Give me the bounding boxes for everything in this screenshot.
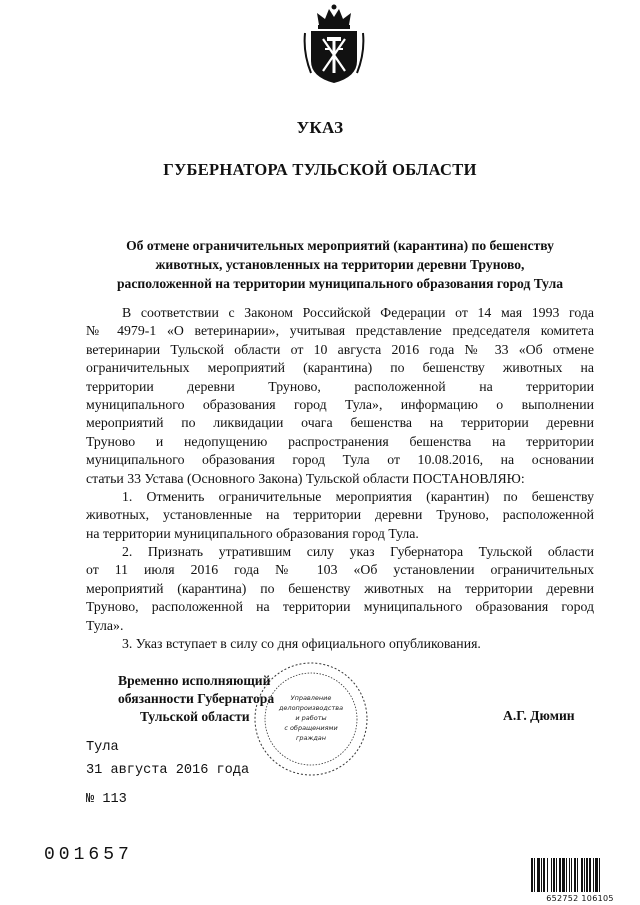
stamp-text: делопроизводства: [278, 704, 344, 712]
body-line: на территории муниципального образования город Тула.: [86, 525, 419, 541]
body-line: 1. Отменить ограничительные мероприятия (карантин) по бешенству: [122, 488, 594, 504]
body-line: Тула».: [86, 617, 124, 633]
body-line: статьи 33 Устава (Основного Закона) Тульской области ПОСТАНОВЛЯЮ:: [86, 470, 525, 486]
barcode-bar: [547, 858, 548, 892]
document-subject: [60, 236, 620, 293]
barcode-bar: [553, 858, 555, 892]
signatory-name: А.Г. Дюмин: [503, 708, 575, 723]
barcode-bar: [537, 858, 540, 892]
barcode-bar: [571, 858, 572, 892]
stamp-text: Управление: [290, 694, 332, 702]
barcode-bar: [584, 858, 585, 892]
subject-line: животных, установленных на территории деревни Труново,: [155, 257, 525, 272]
barcode-bar: [595, 858, 598, 892]
body-line: Труново и недопущению распространения бешенства на территории: [86, 433, 594, 449]
barcode-bar: [586, 858, 588, 892]
city-label: Тула: [86, 740, 119, 755]
barcode-bar: [599, 858, 600, 892]
body-line: мероприятий (карантина) по бешенству животных на территории деревни: [86, 580, 594, 596]
body-line: животных, установленные на территории деревни Труново, расположенной: [86, 507, 594, 523]
body-line: 3. Указ вступает в силу со дня официального опубликования.: [122, 636, 481, 652]
barcode-bar: [559, 858, 561, 892]
barcode-bar: [593, 858, 594, 892]
barcode-bar: [534, 858, 535, 892]
document-number: № 113: [86, 792, 127, 807]
stamp-text: с обращениями: [284, 724, 338, 732]
issuer-title: ГУБЕРНАТОРА ТУЛЬСКОЙ ОБЛАСТИ: [163, 160, 477, 179]
barcode-bar: [541, 858, 542, 892]
body-line: Труново, расположенной на территории муниципального образования город: [86, 599, 594, 615]
signatory-position-line: Временно исполняющий: [118, 673, 271, 688]
body-line: территории деревни Труново, расположенной на территории: [86, 378, 594, 394]
barcode: [531, 858, 629, 898]
barcode-bar: [556, 858, 557, 892]
date-label: 31 августа 2016 года: [86, 763, 250, 778]
signatory-position-line: обязанности Губернатора: [118, 691, 275, 706]
body-line: от 11 июля 2016 года № 103 «Об установлении ограничительных: [86, 562, 594, 578]
stamp-text: и работы: [295, 714, 327, 722]
barcode-bar: [581, 858, 583, 892]
body-line: В соответствии с Законом Российской Федерации от 14 мая 1993 года: [122, 305, 594, 320]
barcode-bar: [551, 858, 552, 892]
stamp-text: граждан: [295, 734, 327, 742]
subject-line: Об отмене ограничительных мероприятий (карантина) по бешенству: [126, 238, 554, 253]
body-line: мероприятий по ликвидации очага бешенства на территории деревни: [86, 415, 594, 431]
body-line: № 4979-1 «О ветеринарии», учитывая представление председателя комитета: [86, 323, 594, 339]
body-line: ограничительных мероприятий (карантина) по бешенству животных на: [86, 360, 594, 376]
body-line: муниципального образования город Тула от 10.08.2016, на основании: [86, 452, 594, 468]
body-line: муниципального образования город Тула», информацию о выполнении: [86, 396, 594, 412]
barcode-bar: [574, 858, 576, 892]
document-title: УКАЗ: [296, 118, 344, 137]
barcode-bar: [562, 858, 565, 892]
barcode-number: 652752 106105: [546, 894, 614, 903]
barcode-bar: [577, 858, 578, 892]
official-stamp: [252, 660, 370, 778]
barcode-bar: [543, 858, 545, 892]
document-body: [86, 304, 594, 653]
barcode-bar: [589, 858, 591, 892]
subject-line: расположенной на территории муниципального образования город Тула: [116, 276, 564, 291]
signatory-position-line: Тульской области: [140, 709, 250, 724]
body-line: 2. Признать утратившим силу указ Губернатора Тульской области: [122, 544, 594, 560]
barcode-bar: [566, 858, 567, 892]
body-line: ветеринарии Тульской области от 10 августа 2016 года № 33 «Об отмене: [86, 341, 594, 357]
barcode-bar: [531, 858, 533, 892]
serial-number: 001657: [44, 845, 133, 865]
barcode-bar: [569, 858, 570, 892]
coat-of-arms-emblem: [303, 3, 365, 85]
